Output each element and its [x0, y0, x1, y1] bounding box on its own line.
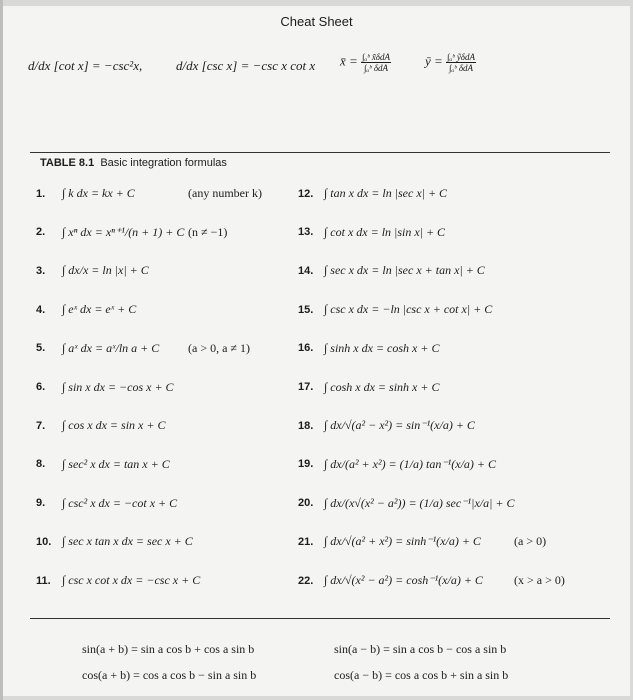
y-centroid — [425, 52, 476, 73]
x-centroid-numerator: ∫ₐᵇ x̃δdA — [362, 52, 390, 62]
formula-row — [298, 341, 439, 356]
x-centroid-denominator: ∫ₐᵇ δdA — [364, 63, 388, 73]
formula-expression: ∫ aˣ dx = aˣ/ln a + C — [62, 340, 160, 355]
formula-number: 16. — [298, 342, 314, 355]
formula-expression: ∫ dx/√(a² + x²) = sinh⁻¹(x/a) + C — [324, 534, 481, 549]
formula-number: 10. — [36, 535, 52, 548]
formula-number: 21. — [298, 535, 314, 548]
formula-number: 9. — [36, 497, 46, 510]
x-centroid-fraction — [361, 52, 391, 73]
formula-row — [36, 573, 200, 588]
formula-number: 5. — [36, 342, 46, 355]
formula-number: 20. — [298, 497, 314, 510]
cos-sum-identity: cos(a + b) = cos a cos b − sin a sin b — [82, 668, 257, 682]
formula-expression: ∫ tan x dx = ln |sec x| + C — [324, 186, 448, 200]
formula-row — [36, 380, 174, 395]
formula-number: 18. — [298, 419, 314, 432]
x-centroid — [340, 52, 391, 73]
formula-condition: (x > a > 0) — [514, 573, 565, 587]
formula-number: 4. — [36, 303, 46, 316]
formula-expression: ∫ dx/x = ln |x| + C — [62, 263, 149, 278]
csc-derivative: d/dx [csc x] = −csc x cot x — [176, 58, 316, 73]
formula-expression: ∫ sin x dx = −cos x + C — [62, 379, 174, 394]
formula-expression: ∫ xⁿ dx = xⁿ⁺¹/(n + 1) + C — [62, 224, 185, 239]
formula-row — [36, 263, 149, 278]
formula-expression: ∫ csc x dx = −ln |csc x + cot x| + C — [324, 302, 493, 317]
formula-number: 17. — [298, 381, 314, 393]
formula-condition: (a > 0, a ≠ 1) — [188, 340, 250, 355]
formula-number: 3. — [36, 264, 46, 277]
formula-condition: (a > 0) — [514, 534, 547, 549]
formula-row — [298, 225, 445, 240]
formula-row — [36, 341, 159, 356]
formula-row — [298, 496, 515, 511]
formula-number: 15. — [298, 303, 314, 316]
formula-number: 2. — [36, 226, 46, 239]
formula-number: 1. — [36, 187, 46, 200]
formula-expression: ∫ eˣ dx = eˣ + C — [62, 302, 137, 317]
formula-row — [36, 302, 136, 317]
table-caption — [40, 157, 227, 169]
formula-condition: (any number k) — [188, 186, 262, 200]
formula-number: 22. — [298, 574, 314, 587]
formula-expression: ∫ dx/(a² + x²) = (1/a) tan⁻¹(x/a) + C — [324, 456, 497, 471]
formula-number: 6. — [36, 381, 46, 393]
formula-expression: ∫ dx/√(x² − a²) = cosh⁻¹(x/a) + C — [324, 573, 483, 587]
page-title: Cheat Sheet — [280, 14, 353, 29]
formula-expression: ∫ cosh x dx = sinh x + C — [324, 379, 440, 394]
table-label: TABLE 8.1 — [40, 157, 95, 169]
y-centroid-lhs: ȳ = — [425, 53, 443, 69]
formula-row — [36, 418, 165, 433]
cos-diff-identity: cos(a − b) = cos a cos b + sin a sin b — [334, 668, 509, 682]
formula-row — [298, 457, 496, 472]
formula-expression: ∫ cot x dx = ln |sin x| + C — [324, 224, 446, 239]
cot-derivative: d/dx [cot x] = −csc²x, — [28, 58, 143, 73]
sin-diff-identity: sin(a − b) = sin a cos b − cos a sin b — [334, 642, 507, 656]
formula-row — [36, 186, 135, 201]
formula-number: 11. — [36, 574, 51, 587]
formula-expression: ∫ csc x cot x dx = −csc x + C — [62, 573, 201, 587]
x-centroid-lhs: x̄ = — [340, 53, 358, 69]
formula-expression: ∫ sec x dx = ln |sec x + tan x| + C — [324, 263, 485, 278]
formula-expression: ∫ dx/(x√(x² − a²)) = (1/a) sec⁻¹|x/a| + C — [324, 495, 515, 510]
formula-expression: ∫ k dx = kx + C — [62, 186, 135, 200]
formula-row — [298, 573, 483, 588]
formula-row — [298, 263, 485, 278]
formula-row — [298, 302, 492, 317]
formula-row — [36, 457, 170, 472]
formula-row — [36, 496, 177, 511]
formula-expression: ∫ dx/√(a² − x²) = sin⁻¹(x/a) + C — [324, 418, 475, 433]
sin-sum-identity: sin(a + b) = sin a cos b + cos a sin b — [82, 642, 255, 656]
formula-condition: (n ≠ −1) — [188, 224, 228, 239]
formula-row — [298, 380, 439, 395]
y-centroid-fraction — [446, 52, 476, 73]
formula-expression: ∫ sinh x dx = cosh x + C — [324, 340, 440, 355]
formula-expression: ∫ cos x dx = sin x + C — [62, 418, 166, 433]
table-caption-text: Basic integration formulas — [100, 157, 227, 169]
formula-number: 8. — [36, 458, 46, 471]
formula-row — [298, 418, 475, 433]
formula-number: 13. — [298, 226, 314, 239]
formula-number: 12. — [298, 187, 314, 200]
formula-row — [36, 225, 184, 240]
formula-number: 19. — [298, 458, 314, 471]
formula-expression: ∫ csc² x dx = −cot x + C — [62, 495, 178, 510]
formula-row — [36, 534, 193, 549]
formula-number: 7. — [36, 419, 46, 432]
formula-row — [298, 534, 481, 549]
formula-expression: ∫ sec² x dx = tan x + C — [62, 456, 170, 471]
formula-number: 14. — [298, 264, 314, 277]
formula-expression: ∫ sec x tan x dx = sec x + C — [62, 534, 193, 549]
y-centroid-numerator: ∫ₐᵇ ỹδdA — [447, 52, 475, 62]
formula-row — [298, 186, 447, 201]
y-centroid-denominator: ∫ₐᵇ δdA — [449, 63, 473, 73]
